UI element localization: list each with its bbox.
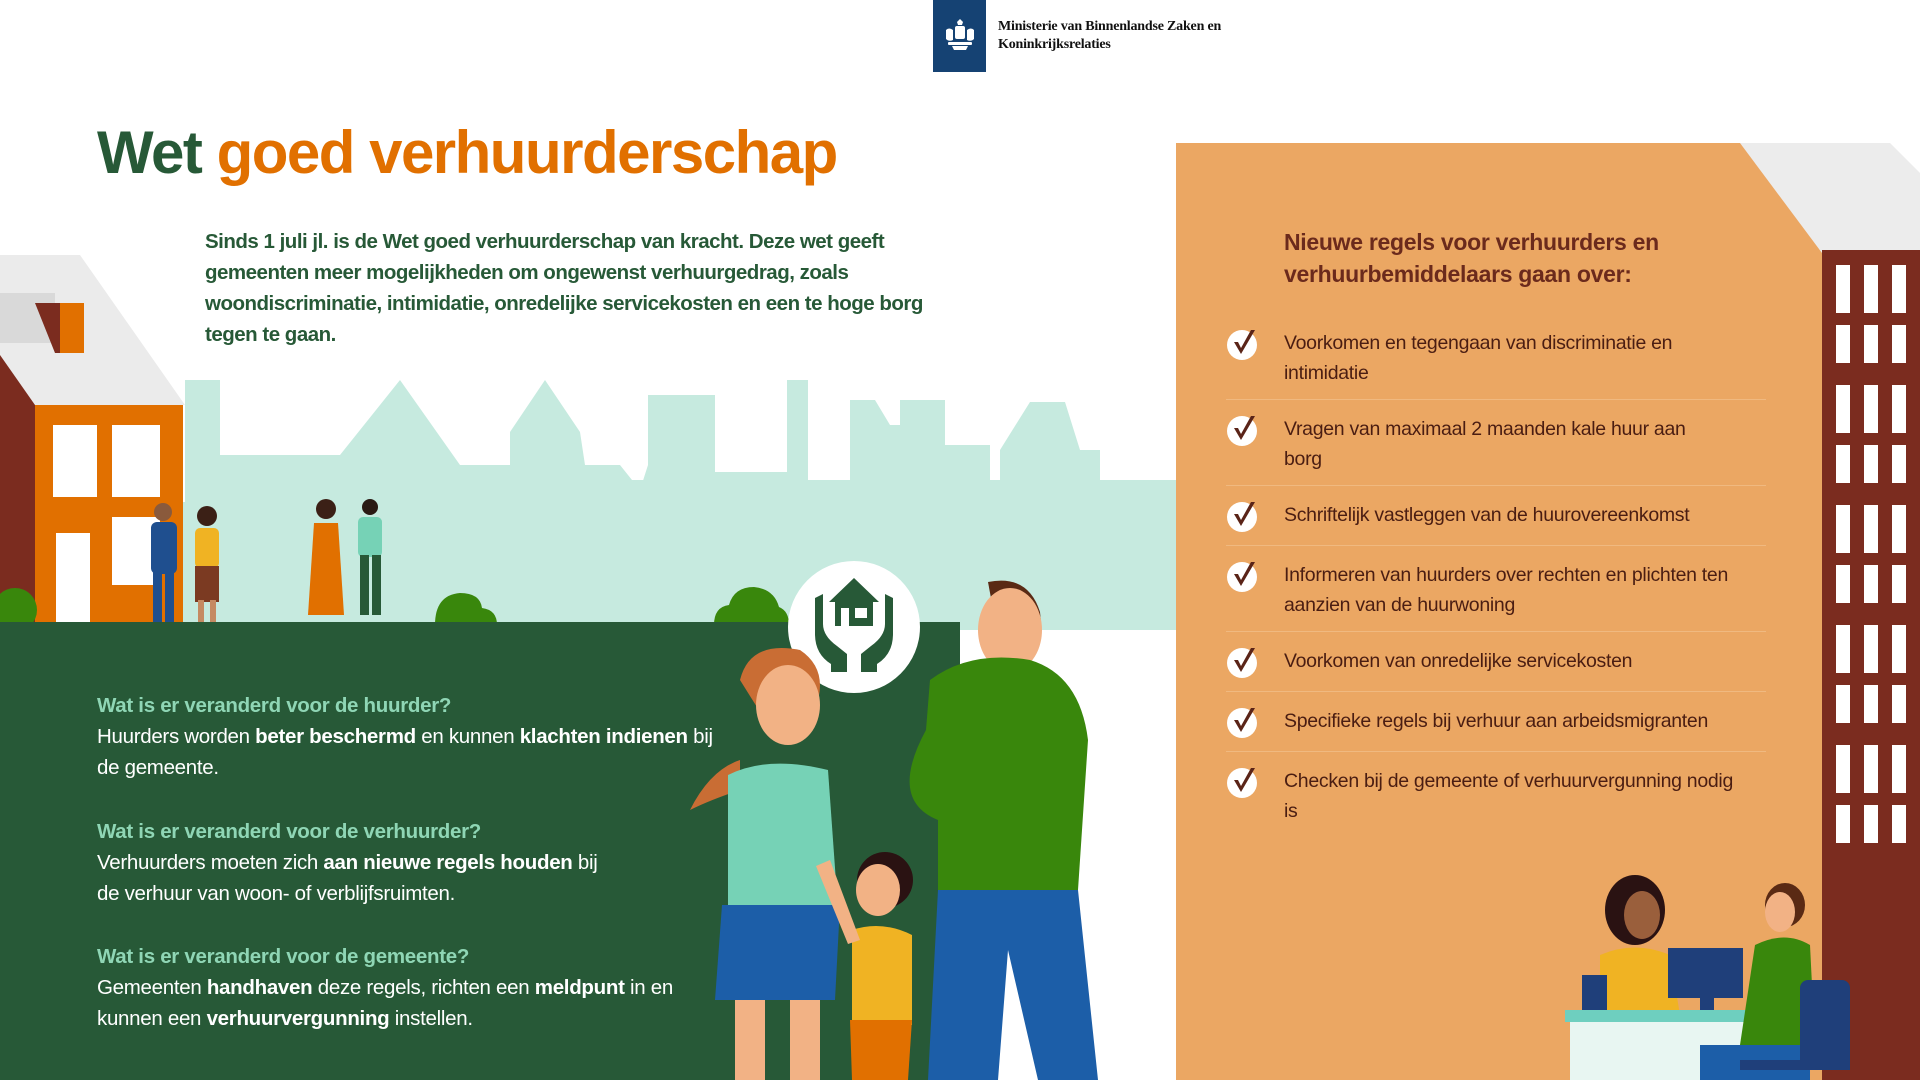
rule-item <box>1226 486 1766 546</box>
rule-text: Checken bij de gemeente of verhuurvergunning nodig is <box>1284 770 1733 822</box>
walking-couple-illustration <box>298 495 398 625</box>
rule-item <box>1226 632 1766 692</box>
family-illustration <box>680 570 1110 1080</box>
rule-text: Vragen van maximaal 2 maanden kale huur aan borg <box>1284 418 1686 470</box>
rule-item <box>1226 546 1766 632</box>
checkmark-icon <box>1226 559 1260 593</box>
bush-illustration <box>430 585 500 625</box>
rule-text: Schriftelijk vastleggen van de huurovereenkomst <box>1284 504 1690 526</box>
ministry-name-line2: Koninkrijksrelaties <box>998 37 1111 52</box>
page-title <box>97 118 837 188</box>
title-part-1: Wet <box>97 119 202 186</box>
faq-question: Wat is er veranderd voor de huurder? <box>97 694 452 717</box>
ministry-name-line1: Ministerie van Binnenlandse Zaken en <box>998 19 1222 34</box>
faq-answer: Huurders worden beter beschermd en kunnen klachten indienen bij de gemeente. <box>97 725 713 779</box>
faq-question: Wat is er veranderd voor de gemeente? <box>97 945 470 968</box>
rule-item <box>1226 400 1766 486</box>
faq-huurder <box>97 690 717 783</box>
rules-checklist <box>1226 320 1766 837</box>
faq-answer: Gemeenten handhaven deze regels, richten een meldpunt in en kunnen een verhuurvergunning instellen. <box>97 976 673 1030</box>
rule-text: Voorkomen van onredelijke servicekosten <box>1284 650 1633 672</box>
rules-heading: Nieuwe regels voor verhuurders en verhuurbemiddelaars gaan over: <box>1284 229 1659 287</box>
building-roof-illustration <box>1740 143 1920 253</box>
coat-of-arms-icon <box>940 16 980 56</box>
checkmark-icon <box>1226 327 1260 361</box>
rental-office-illustration <box>1560 870 1880 1080</box>
checkmark-icon <box>1226 413 1260 447</box>
checkmark-icon <box>1226 499 1260 533</box>
checkmark-icon <box>1226 645 1260 679</box>
faq-question: Wat is er veranderd voor de verhuurder? <box>97 820 481 843</box>
checkmark-icon <box>1226 765 1260 799</box>
title-part-2: goed verhuurderschap <box>216 119 837 186</box>
rule-text: Informeren van huurders over rechten en plichten ten aanzien van de huurwoning <box>1284 564 1729 616</box>
rule-item <box>1226 692 1766 752</box>
faq-gemeente <box>97 941 677 1034</box>
checkmark-icon <box>1226 705 1260 739</box>
intro-paragraph: Sinds 1 juli jl. is de Wet goed verhuurderschap van kracht. Deze wet geeft gemeenten meer mogelijkheden om ongewenst verhuurgedrag, zoals woondiscriminatie, intimidatie, onredelijke servicekosten en een te hoge borg tegen te gaan. <box>205 230 923 346</box>
ministry-logo <box>933 0 986 72</box>
faq-answer: Verhuurders moeten zich aan nieuwe regels houden bij de verhuur van woon- of verblijfsruimten. <box>97 851 598 905</box>
faq-verhuurder <box>97 816 717 909</box>
rule-text: Voorkomen en tegengaan van discriminatie en intimidatie <box>1284 332 1673 384</box>
rule-text: Specifieke regels bij verhuur aan arbeidsmigranten <box>1284 710 1708 732</box>
ministry-name <box>998 18 1221 54</box>
rule-item <box>1226 320 1766 400</box>
rule-item <box>1226 752 1766 837</box>
